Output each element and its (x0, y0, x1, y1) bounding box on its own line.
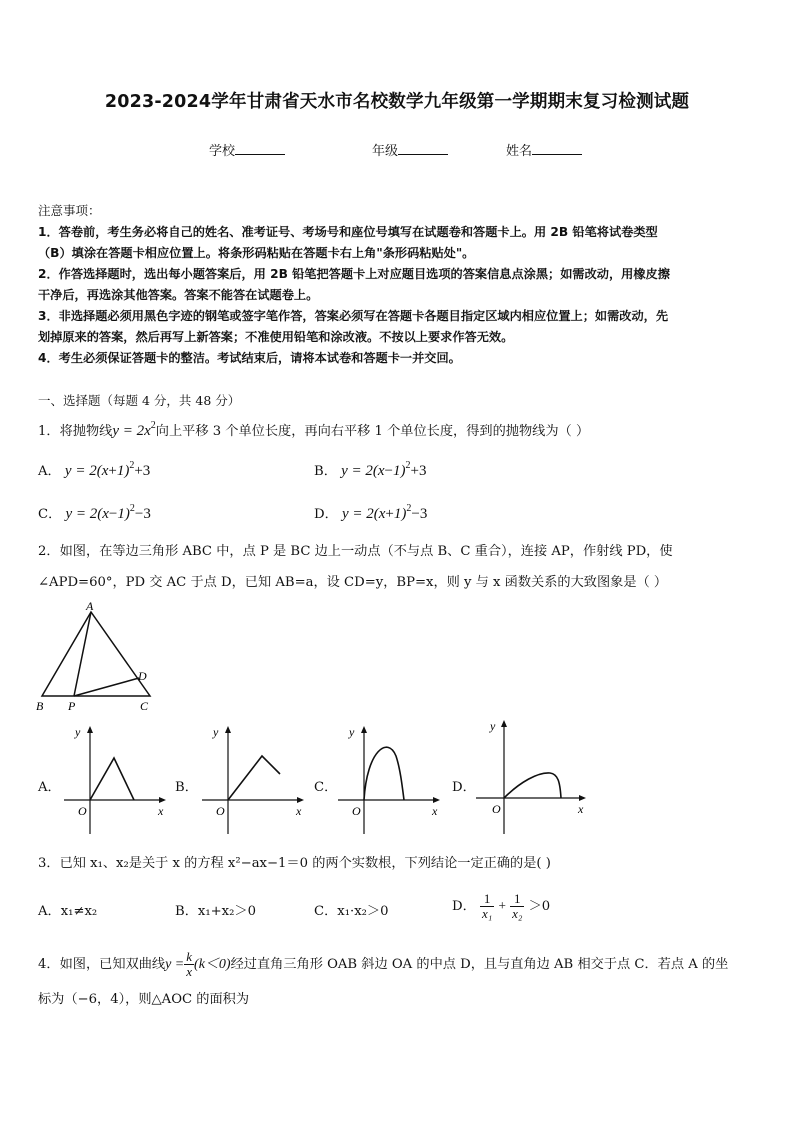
q1-option-d-letter: D． (314, 507, 338, 522)
graph-curve (364, 747, 404, 800)
segment-pd (74, 678, 139, 696)
grade-blank (398, 142, 448, 155)
question-4-line-2: 标为（−6，4），则△AOC 的面积为 (38, 992, 250, 1007)
x-arrow-icon (433, 797, 440, 803)
q2-option-d-letter: D． (452, 780, 476, 795)
q3-option-d-letter: D． (452, 899, 476, 914)
label-a: A (86, 599, 94, 613)
notice-line-7: 4．考生必须保证答题卡的整洁。考试结束后，请将本试卷和答题卡一并交回。 (38, 351, 461, 365)
question-4-line-1: 4．如图，已知双曲线y = $\frac{k}{x}$ (k＜0)经过直角三角形 OAB 斜边 OA 的中点 D，且与直角边 AB 相交于点 C．若点 A 的坐 (38, 949, 729, 979)
notice-line-1: 1．答卷前，考生务必将自己的姓名、准考证号、考场号和座位号填写在试题卷和答题卡上。用 2B 铅笔将试卷类型 (38, 225, 658, 239)
q1-option-d: D． $y = 2(x+1)^2-3$ (314, 503, 428, 522)
q3-option-c: C．x₁·x₂＞0 (314, 904, 389, 919)
fraction-k-over-x: $\frac{k}{x}$ (186, 949, 193, 979)
q2-option-d-graph (472, 716, 592, 840)
q4-middle: 经过直角三角形 OAB 斜边 OA 的中点 D，且与直角边 AB 相交于点 C．若点 A 的坐 (230, 957, 729, 972)
name-blank (532, 142, 582, 155)
q2-line-1: 2．如图，在等边三角形 ABC 中，点 P 是 BC 边上一动点（不与点 B、C 重合），连接 AP，作射线 PD，使 (38, 544, 673, 559)
q4-condition: (k＜0) (194, 957, 231, 972)
axis-label-x: x (578, 802, 584, 816)
graph-curve (228, 756, 280, 800)
q1-option-c-sign: − (108, 506, 118, 522)
q1-option-b-sign: − (384, 463, 393, 479)
q3-option-a: A．x₁≠x₂ (38, 904, 98, 919)
q3-option-d-tail: ＞0 (528, 899, 551, 914)
q1-option-a-sign: + (108, 463, 117, 479)
q1-suffix: 向上平移 3 个单位长度，再向右平移 1 个单位长度，得到的抛物线为（ ） (155, 424, 590, 439)
fraction-1-over-x1: $\frac{1}{\text{x₁}}$ (481, 891, 493, 921)
q1-option-c-tail: −3 (134, 506, 151, 522)
q1-prefix: 1．将抛物线 (38, 424, 113, 439)
origin-label: O (78, 804, 87, 818)
school-field (209, 140, 285, 159)
question-1 (38, 420, 589, 440)
notice-line-6: 划掉原来的答案，然后再写上新答案；不准使用铅笔和涂改液。不按以上要求作答无效。 (38, 330, 514, 344)
graph-curve (90, 758, 134, 800)
notice-line-5: 3．非选择题必须用黑色字迹的钢笔或签字笔作答，答案必须写在答题卡各题目指定区域内相应位置上；如需改动，先 (38, 309, 669, 323)
label-b: B (36, 699, 44, 713)
label-c: C (140, 699, 149, 713)
section-heading: 一、选择题（每题 4 分，共 48 分） (38, 393, 241, 408)
q1-option-b-tail: +3 (410, 463, 427, 479)
q2-line-2: ∠APD=60°，PD 交 AC 于点 D，已知 AB=a，设 CD=y，BP=x，则 y 与 x 函数关系的大致图象是（ ） (38, 575, 668, 590)
fraction-1-over-x2: $\frac{1}{\text{x₂}}$ (512, 891, 523, 921)
axis-label-y: y (213, 725, 219, 739)
q1-option-b: B． $y = 2(x-1)^2+3$ (314, 460, 427, 479)
q4-prefix: 4．如图，已知双曲线 (38, 957, 166, 972)
q1-option-a-letter: A． (38, 464, 61, 479)
axis-label-x: x (296, 804, 302, 818)
q1-option-d-sign: + (385, 506, 394, 522)
x-arrow-icon (297, 797, 304, 803)
origin-label: O (492, 802, 501, 816)
triangle-abc (42, 612, 150, 696)
y-arrow-icon (87, 726, 93, 733)
origin-label: O (352, 804, 361, 818)
x-arrow-icon (159, 797, 166, 803)
q1-option-a: A． $y = 2(x+1)^2+3$ (38, 460, 151, 479)
q2-option-a-graph (60, 722, 170, 840)
axis-label-x: x (432, 804, 438, 818)
y-arrow-icon (225, 726, 231, 733)
label-d: D (138, 669, 147, 683)
q2-option-c-letter: C． (314, 780, 338, 795)
segment-ap (74, 612, 91, 696)
q1-option-c-letter: C． (38, 507, 62, 522)
q3-option-d: D． $\frac{1}{\text{x₁}}$ + $\frac{1}{\text{x₂}}$ ＞0 (452, 891, 551, 921)
origin-label: O (216, 804, 225, 818)
q2-option-a-letter: A． (38, 780, 61, 795)
notice-line-2: （B）填涂在答题卡相应位置上。将条形码粘贴在答题卡右上角"条形码粘贴处"。 (38, 246, 475, 260)
notice-line-3: 2．作答选择题时，选出每小题答案后，用 2B 铅笔把答题卡上对应题目选项的答案信息点涂黑；如需改动，用橡皮擦 (38, 267, 670, 281)
notice-line-4: 干净后，再选涂其他答案。答案不能答在试题卷上。 (38, 288, 319, 302)
page-title: 2023-2024学年甘肃省天水市名校数学九年级第一学期期末复习检测试题 (104, 92, 690, 112)
x-arrow-icon (579, 795, 586, 801)
label-p: P (68, 699, 76, 713)
notice-heading: 注意事项： (38, 203, 101, 218)
q1-formula: $y = 2x^2$ (112, 420, 156, 439)
grade-field (372, 140, 448, 159)
school-label: 学校 (209, 144, 236, 159)
name-field (506, 140, 582, 159)
y-arrow-icon (361, 726, 367, 733)
q1-option-a-tail: +3 (134, 463, 151, 479)
grade-label: 年级 (372, 144, 399, 159)
graph-curve (504, 773, 561, 798)
y-arrow-icon (501, 720, 507, 727)
axis-label-y: y (349, 725, 355, 739)
question-3: 3．已知 x₁、x₂是关于 x 的方程 x²−ax−1＝0 的两个实数根，下列结论一定正确的是( ) (38, 856, 551, 871)
q1-option-d-tail: −3 (411, 506, 428, 522)
school-blank (235, 142, 285, 155)
axis-label-y: y (75, 725, 81, 739)
q1-option-b-letter: B． (314, 464, 337, 479)
q2-option-b-graph (198, 722, 308, 840)
triangle-figure (34, 598, 164, 716)
axis-label-y: y (490, 719, 496, 733)
axis-label-x: x (158, 804, 164, 818)
q3-option-b: B．x₁+x₂＞0 (175, 904, 256, 919)
q1-option-c: C． $y = 2(x-1)^2-3$ (38, 503, 151, 522)
q2-option-c-graph (334, 722, 444, 840)
q2-option-b-letter: B． (175, 780, 198, 795)
name-label: 姓名 (506, 144, 533, 159)
